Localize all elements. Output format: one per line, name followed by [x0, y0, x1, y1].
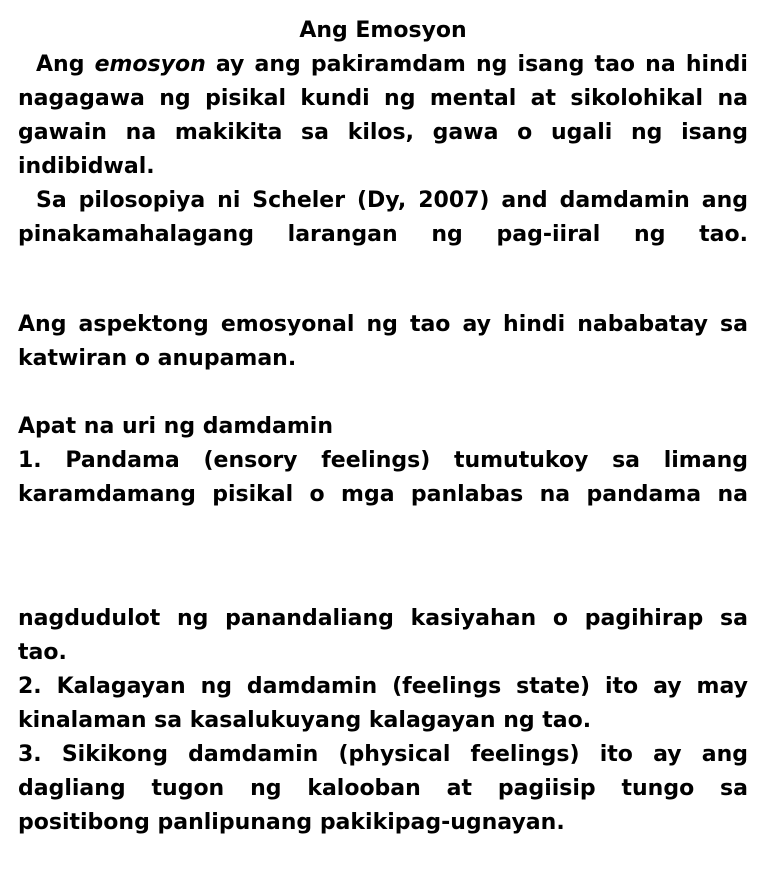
intro-emphasis: emosyon [94, 52, 206, 77]
list-item-1-part-1: 1. Pandama (ensory feelings) tumutukoy sa limang karamdamang pisikal o mga panlabas na pandama na [18, 448, 748, 507]
document-page [18, 14, 748, 840]
page-title: Ang Emosyon [299, 18, 467, 43]
list-item-1-part-2: nagdudulot ng panandaliang kasiyahan o pagihirap sa tao. [18, 606, 748, 665]
list-heading: Apat na uri ng damdamin [18, 414, 333, 439]
spacer [18, 376, 748, 410]
aspekto-paragraph: Ang aspektong emosyonal ng tao ay hindi nababatay sa katwiran o anupaman. [18, 312, 748, 371]
list-item-3: 3. Sikikong damdamin (physical feelings) ito ay ang dagliang tugon ng kalooban at pagiisip tungo sa positibong panlipunang pakikipag-ugnayan. [18, 742, 748, 835]
spacer [18, 252, 748, 308]
list-item-2: 2. Kalagayan ng damdamin (feelings state) ito ay may kinalaman sa kasalukuyang kalagayan ng tao. [18, 674, 748, 733]
intro-paragraph [18, 48, 748, 184]
scheler-paragraph: Sa pilosopiya ni Scheler (Dy, 2007) and damdamin ang pinakamahalagang larangan ng pag-iiral ng tao. [18, 188, 748, 247]
intro-lead: Ang [36, 52, 85, 77]
spacer [18, 512, 748, 602]
intro-rest: ay ang pakiramdam ng isang tao na hindi nagagawa ng pisikal kundi ng mental at sikolohikal na gawain na makikita sa kilos, gawa o ugali ng isang indibidwal. [18, 52, 748, 179]
